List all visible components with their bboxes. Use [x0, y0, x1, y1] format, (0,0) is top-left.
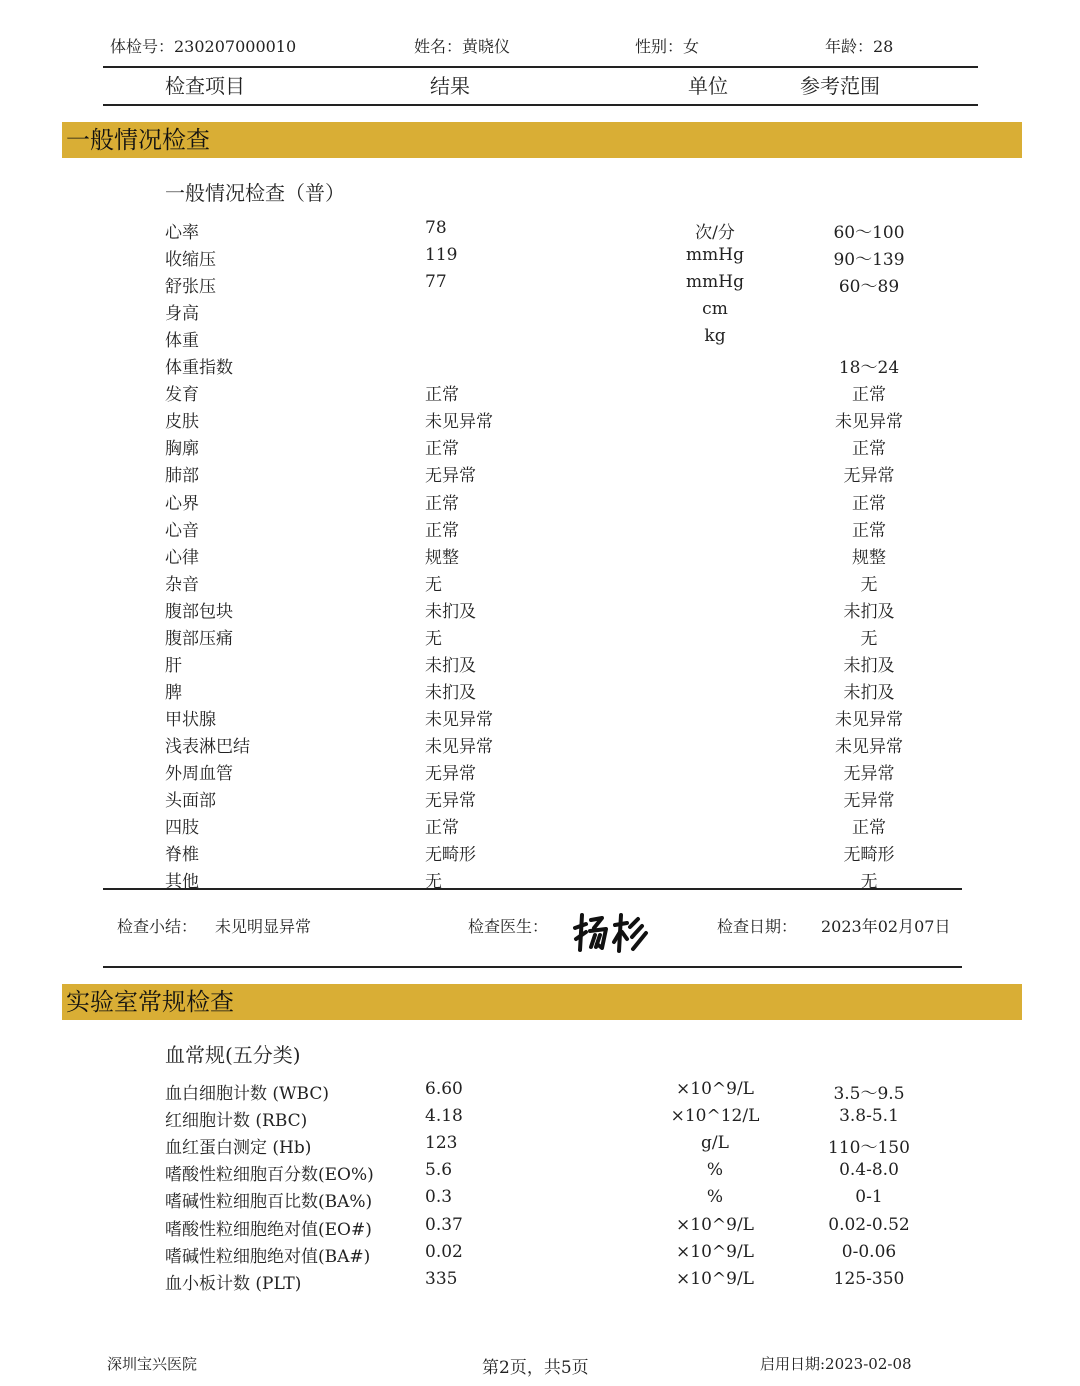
item-reference: 0-1 — [855, 1187, 883, 1208]
doctor-signature — [572, 910, 652, 954]
item-name: 外周血管 — [165, 764, 233, 784]
item-result: 未见异常 — [425, 412, 493, 433]
item-name: 甲状腺 — [165, 709, 216, 730]
item-reference: 规整 — [852, 547, 886, 568]
table-row — [0, 1106, 1080, 1133]
item-name: 浅表淋巴结 — [165, 736, 250, 757]
item-reference: 正常 — [852, 818, 886, 839]
item-name: 胸廓 — [165, 439, 199, 460]
item-reference: 未见异常 — [835, 736, 903, 757]
item-name: 血红蛋白测定 (Hb) — [165, 1138, 312, 1159]
item-result: 规整 — [425, 547, 459, 568]
item-result: 6.60 — [425, 1079, 463, 1099]
table-row — [0, 1242, 1080, 1269]
item-result: 335 — [425, 1268, 458, 1289]
item-reference: 0.4-8.0 — [839, 1160, 899, 1181]
item-name: 心律 — [165, 547, 199, 568]
item-result: 5.6 — [425, 1160, 453, 1181]
table-row — [0, 1133, 1080, 1160]
item-name: 体重 — [165, 331, 199, 352]
item-reference: 3.8-5.1 — [839, 1106, 899, 1127]
table-row — [0, 705, 1080, 732]
item-reference: 正常 — [852, 520, 886, 541]
item-reference: 无 — [860, 574, 878, 595]
table-row — [0, 489, 1080, 516]
item-result: 0.02 — [425, 1241, 463, 1262]
item-result: 无 — [425, 628, 442, 649]
item-reference: 正常 — [852, 493, 886, 514]
item-reference: 无异常 — [843, 791, 895, 812]
item-result: 无 — [425, 872, 442, 893]
item-unit: ×10^12/L — [670, 1106, 760, 1127]
table-row — [0, 651, 1080, 678]
item-unit: mmHg — [686, 272, 744, 293]
item-name: 红细胞计数 (RBC) — [165, 1111, 308, 1132]
item-result: 78 — [425, 218, 447, 238]
item-name: 心率 — [165, 223, 199, 243]
item-reference: 125-350 — [833, 1268, 905, 1289]
item-name: 脊椎 — [165, 845, 199, 866]
table-row — [0, 516, 1080, 543]
item-result: 正常 — [425, 385, 459, 406]
table-row — [0, 678, 1080, 705]
summary-label: 检查小结： — [117, 917, 198, 936]
item-reference: 无 — [860, 628, 878, 649]
footer-hospital: 深圳宝兴医院 — [107, 1355, 198, 1373]
item-reference: 无畸形 — [843, 845, 895, 866]
item-result: 无异常 — [425, 764, 476, 784]
item-result: 正常 — [425, 818, 459, 839]
item-reference: 未扪及 — [843, 655, 895, 676]
item-name: 杂音 — [165, 574, 199, 595]
table-row — [0, 732, 1080, 759]
item-result: 无畸形 — [425, 845, 476, 866]
item-reference: 未见异常 — [835, 709, 903, 730]
footer-enable-date: 启用日期:2023-02-08 — [760, 1355, 912, 1373]
item-name: 体重指数 — [165, 358, 233, 379]
table-row — [0, 272, 1080, 299]
item-name: 肝 — [165, 655, 182, 676]
column-header-item: 检查项目 — [165, 74, 245, 98]
header-top-rule — [103, 66, 978, 68]
item-result: 未扪及 — [425, 682, 476, 703]
table-row — [0, 786, 1080, 813]
item-name: 收缩压 — [165, 250, 216, 271]
table-row — [0, 1187, 1080, 1214]
item-reference: 无异常 — [843, 764, 895, 784]
item-name: 心界 — [165, 493, 199, 514]
table-row — [0, 380, 1080, 407]
table-row — [0, 570, 1080, 597]
table-row — [0, 245, 1080, 272]
item-reference: 3.5～9.5 — [833, 1084, 905, 1104]
table-row — [0, 867, 1080, 894]
exam-number: 体检号：230207000010 — [110, 37, 297, 56]
table-row — [0, 543, 1080, 570]
patient-name: 姓名：黄晓仪 — [414, 37, 511, 56]
item-unit: cm — [702, 299, 728, 320]
item-reference: 未扪及 — [843, 682, 895, 703]
column-header-result: 结果 — [430, 74, 470, 98]
summary-bottom-rule — [103, 966, 962, 968]
item-name: 嗜酸性粒细胞百分数(EO%) — [165, 1165, 374, 1186]
item-unit: g/L — [701, 1133, 729, 1154]
item-name: 皮肤 — [165, 412, 199, 433]
item-reference: 无异常 — [843, 466, 895, 487]
item-result: 119 — [425, 245, 458, 266]
item-result: 未扪及 — [425, 601, 476, 622]
item-name: 四肢 — [165, 818, 199, 839]
item-result: 4.18 — [425, 1106, 463, 1127]
item-name: 腹部压痛 — [165, 628, 233, 649]
item-name: 身高 — [165, 304, 199, 325]
item-result: 无异常 — [425, 791, 476, 812]
item-name: 心音 — [165, 520, 199, 541]
column-header-reference: 参考范围 — [800, 74, 880, 98]
item-reference: 未见异常 — [835, 412, 903, 433]
item-name: 嗜碱性粒细胞百比数(BA%) — [165, 1192, 373, 1213]
table-row — [0, 1079, 1080, 1106]
table-row — [0, 597, 1080, 624]
item-unit: 次/分 — [695, 223, 735, 243]
table-row — [0, 218, 1080, 245]
section-general-subtitle: 一般情况检查（普） — [165, 181, 345, 205]
table-row — [0, 434, 1080, 461]
item-reference: 18～24 — [838, 358, 900, 379]
item-result: 未见异常 — [425, 709, 493, 730]
item-reference: 正常 — [852, 385, 886, 406]
item-result: 0.3 — [425, 1187, 453, 1208]
item-reference: 60～100 — [833, 223, 905, 243]
item-unit: ×10^9/L — [676, 1214, 754, 1235]
item-unit: kg — [704, 326, 726, 347]
item-unit: mmHg — [686, 245, 744, 266]
column-header-unit: 单位 — [688, 74, 728, 98]
item-result: 123 — [425, 1133, 458, 1154]
table-row — [0, 840, 1080, 867]
item-unit: ×10^9/L — [676, 1241, 754, 1262]
footer-page-number: 第2页，共5页 — [482, 1358, 589, 1378]
table-row — [0, 326, 1080, 353]
item-name: 发育 — [165, 385, 199, 406]
item-reference: 0.02-0.52 — [828, 1214, 910, 1235]
item-reference: 110～150 — [828, 1138, 910, 1159]
item-name: 腹部包块 — [165, 601, 233, 622]
item-name: 其他 — [165, 872, 199, 893]
item-name: 头面部 — [165, 791, 216, 812]
table-row — [0, 1269, 1080, 1296]
table-row — [0, 624, 1080, 651]
item-reference: 无 — [860, 872, 878, 893]
item-result: 正常 — [425, 493, 459, 514]
section-lab-title: 实验室常规检查 — [62, 984, 1022, 1020]
item-name: 舒张压 — [165, 277, 216, 298]
exam-date-label: 检查日期： — [717, 917, 798, 936]
item-name: 脾 — [165, 682, 182, 703]
patient-age: 年龄：28 — [825, 37, 894, 56]
section-general-title: 一般情况检查 — [62, 122, 1022, 158]
item-reference: 未扪及 — [843, 601, 895, 622]
item-result: 0.37 — [425, 1214, 463, 1235]
item-unit: ×10^9/L — [676, 1268, 754, 1289]
section-lab-subtitle: 血常规(五分类) — [165, 1043, 301, 1067]
item-result: 无异常 — [425, 466, 476, 487]
doctor-label: 检查医生： — [468, 917, 549, 936]
exam-date-value: 2023年02月07日 — [821, 917, 951, 936]
table-row — [0, 813, 1080, 840]
item-unit: % — [706, 1187, 724, 1208]
table-row — [0, 299, 1080, 326]
item-result: 正常 — [425, 520, 459, 541]
item-result: 未扪及 — [425, 655, 476, 676]
item-name: 血小板计数 (PLT) — [165, 1273, 302, 1294]
table-row — [0, 407, 1080, 434]
header-bottom-rule — [103, 104, 978, 106]
item-name: 嗜碱性粒细胞绝对值(BA#) — [165, 1246, 371, 1267]
table-row — [0, 1160, 1080, 1187]
item-result: 77 — [425, 272, 447, 293]
item-name: 嗜酸性粒细胞绝对值(EO#) — [165, 1219, 372, 1240]
item-reference: 90～139 — [833, 250, 905, 271]
summary-value: 未见明显异常 — [215, 917, 312, 936]
item-result: 无 — [425, 574, 442, 595]
item-result: 正常 — [425, 439, 459, 460]
item-result: 未见异常 — [425, 736, 493, 757]
patient-gender: 性别：女 — [635, 37, 700, 56]
item-reference: 0-0.06 — [841, 1241, 897, 1262]
item-name: 血白细胞计数 (WBC) — [165, 1084, 329, 1104]
item-reference: 正常 — [852, 439, 886, 460]
item-unit: % — [706, 1160, 724, 1181]
general-table-bottom-rule — [103, 888, 962, 890]
table-row — [0, 1215, 1080, 1242]
table-row — [0, 461, 1080, 488]
table-row — [0, 759, 1080, 786]
item-name: 肺部 — [165, 466, 199, 487]
item-unit: ×10^9/L — [676, 1079, 754, 1099]
item-reference: 60～89 — [838, 277, 900, 298]
table-row — [0, 353, 1080, 380]
